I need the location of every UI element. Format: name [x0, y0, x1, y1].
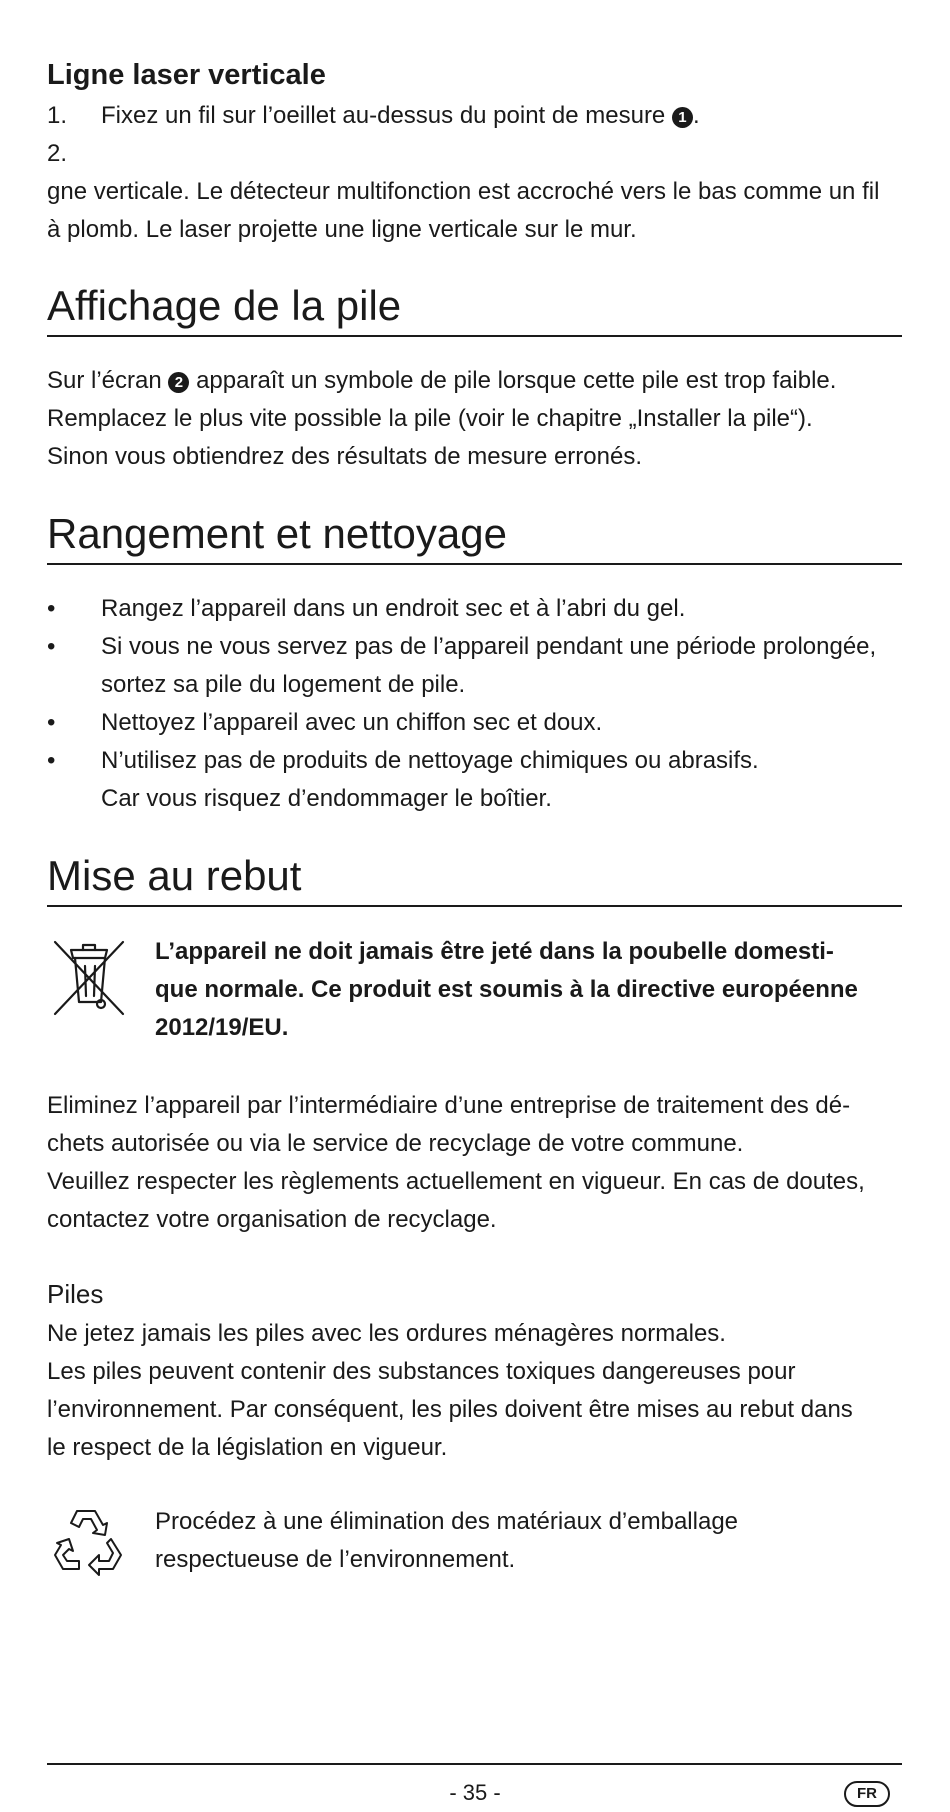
step-end: . [692, 102, 700, 129]
disposal-text-line4: contactez votre organisation de recyclage. [47, 1206, 497, 1233]
bullet: • [47, 709, 56, 736]
reference-number-1: 1 [672, 107, 693, 128]
bullet: • [47, 633, 56, 660]
footer-divider [47, 1763, 902, 1765]
disposal-title: Mise au rebut [47, 852, 302, 899]
packaging-line2: respectueuse de l’environnement. [155, 1546, 516, 1573]
storage-item-1: Rangez l’appareil dans un endroit sec et à l’abri du gel. [101, 595, 686, 622]
batteries-line2: Les piles peuvent contenir des substances toxiques dangereuses pour [47, 1358, 796, 1385]
storage-item-2-line1: Si vous ne vous servez pas de l’appareil pendant une période prolongée, [101, 633, 877, 660]
storage-title: Rangement et nettoyage [47, 510, 507, 557]
bullet: • [47, 595, 56, 622]
page-number: - 35 - [449, 1780, 501, 1805]
disposal-warning-line2: que normale. Ce produit est soumis à la directive européenne [155, 976, 858, 1003]
disposal-warning-line3: 2012/19/EU. [155, 1014, 289, 1041]
recycle-icon [49, 1505, 129, 1586]
disposal-text-line1: Eliminez l’appareil par l’intermédiaire d’une entreprise de traitement des dé- [47, 1092, 851, 1119]
battery-display-title: Affichage de la pile [47, 282, 402, 329]
section-divider [47, 563, 902, 565]
bullet: • [47, 747, 56, 774]
section-divider [47, 335, 902, 337]
batteries-heading: Piles [47, 1279, 104, 1309]
section-divider [47, 905, 902, 907]
laser-step-2-line1: gne verticale. Le détecteur multifonction est accroché vers le bas comme un fil [47, 178, 880, 205]
storage-item-3: Nettoyez l’appareil avec un chiffon sec et doux. [101, 709, 603, 736]
disposal-text-line3: Veuillez respecter les règlements actuellement en vigueur. En cas de doutes, [47, 1168, 865, 1195]
crossed-bin-icon [49, 936, 129, 1025]
battery-display-line3: Sinon vous obtiendrez des résultats de mesure erronés. [47, 443, 642, 470]
storage-item-4-line2: Car vous risquez d’endommager le boîtier. [101, 785, 552, 812]
packaging-line1: Procédez à une élimination des matériaux d’emballage [155, 1508, 739, 1535]
step-text: Fixez un fil sur l’oeillet au-dessus du point de mesure [101, 102, 666, 129]
text-segment: Sur l’écran [47, 367, 162, 394]
battery-display-line1 [47, 364, 836, 398]
batteries-line3: l’environnement. Par conséquent, les piles doivent être mises au rebut dans [47, 1396, 853, 1423]
laser-heading: Ligne laser verticale [47, 59, 326, 91]
step-number: 1. [47, 102, 68, 129]
reference-number-2: 2 [168, 372, 189, 393]
storage-item-2-line2: sortez sa pile du logement de pile. [101, 671, 466, 698]
batteries-line1: Ne jetez jamais les piles avec les ordures ménagères normales. [47, 1320, 726, 1347]
batteries-line4: le respect de la législation en vigueur. [47, 1434, 448, 1461]
storage-item-4-line1: N’utilisez pas de produits de nettoyage chimiques ou abrasifs. [101, 747, 759, 774]
text-segment: apparaît un symbole de pile lorsque cette pile est trop faible. [196, 367, 837, 394]
laser-step-2-number: 2. [47, 140, 68, 167]
laser-step-2-line2: à plomb. Le laser projette une ligne verticale sur le mur. [47, 216, 637, 243]
disposal-text-line2: chets autorisée ou via le service de recyclage de votre commune. [47, 1130, 744, 1157]
language-badge: FR [844, 1781, 890, 1807]
battery-display-line2: Remplacez le plus vite possible la pile (voir le chapitre „Installer la pile“). [47, 405, 813, 432]
laser-step-1 [47, 99, 700, 133]
disposal-warning-line1: L’appareil ne doit jamais être jeté dans la poubelle domesti- [155, 938, 834, 965]
